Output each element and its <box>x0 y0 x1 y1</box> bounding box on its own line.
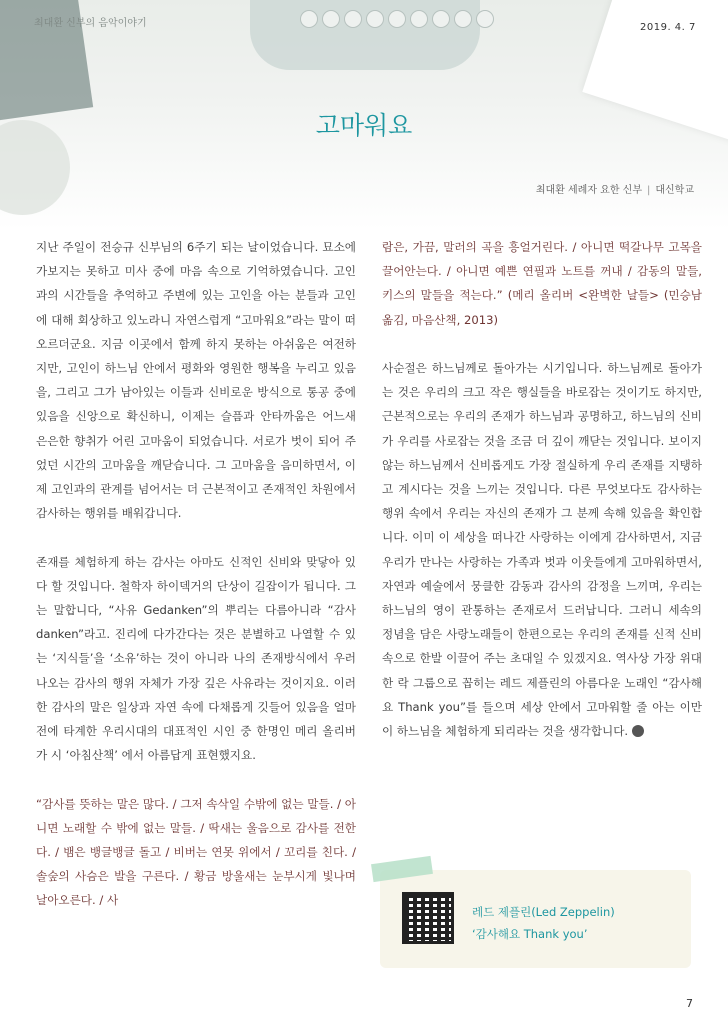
poem-citation: (메리 올리버 <완벽한 날들> (민승남 옮김, 마음산책, 2013) <box>382 288 703 327</box>
typewriter-key <box>300 10 318 28</box>
typewriter-key <box>476 10 494 28</box>
poem-quote-text: 람은, 가끔, 말러의 곡을 흥얼거린다. / 아니면 떡갈나무 고목을 끌어안는다. / 아니면 예쁜 연필과 노트를 꺼내 / 감동의 말들, 키스의 말들을 적는다.” <box>382 240 702 303</box>
typewriter-key <box>322 10 340 28</box>
paragraph-text: 사순절은 하느님께로 돌아가는 시기입니다. 하느님께로 돌아가는 것은 우리의 크고 작은 행실들을 바로잡는 것이기도 하지만, 근본적으로는 우리의 존재가 하느님과 공명하고, 하느님의 신비가 우리를 사로잡는 것을 조금 더 깊이 깨닫는 것입니다. 보이지 않는 하느님께서 신비롭게도 가장 절실하게 우리 존재를 지탱하고 계시다는 것을 느끼는 것입니다. 다른 무엇보다도 감사하는 행위 속에서 우리는 자신의 존재가 그 분께 속해 있음을 확인합니다. 이미 이 세상을 떠나간 사랑하는 이에게 감사하면서, 지금 우리가 만나는 사랑하는 가족과 벗과 이웃들에게 고마워하면서, 자연과 예술에서 뭉클한 감동과 감사의 감정을 느끼며, 우리는 하느님의 영이 관통하는 존재로서 드러납니다. 그러니 세속의 정념을 담은 사랑노래들이 한편으로는 우리의 존재를 신적 신비 속으로 한발 이끌어 주는 초대일 수 있겠지요. 역사상 가장 위대한 락 그룹으로 꼽히는 레드 제플린의 아름다운 노래인 “감사해요 Thank you”를 들으며 세상 안에서 고마워할 줄 아는 이만이 하느님을 체험하게 되리라는 것을 생각합니다. <box>382 361 702 739</box>
typewriter-key <box>454 10 472 28</box>
poem-quote-start: “감사를 뜻하는 말은 많다. / 그저 속삭일 수밖에 없는 말들. / 아니면 노래할 수 밖에 없는 말들. / 딱새는 울음으로 감사를 전한다. / 뱀은 뱅글뱅글 돌고 / 비버는 연못 위에서 / 꼬리를 친다. / 솔숲의 사슴은 발을 구른다. / 황금 방울새는 눈부시게 빛나며 날아오른다. / 사 <box>36 796 356 908</box>
author-affiliation: 대신학교 <box>655 185 694 196</box>
page-number: 7 <box>686 997 693 1010</box>
issue-date: 2019. 4. 7 <box>640 22 696 33</box>
music-recommendation-card <box>380 870 691 968</box>
left-column <box>36 235 356 937</box>
typewriter-key <box>388 10 406 28</box>
article-title: 고마워요 <box>315 111 413 140</box>
song-artist: 레드 제플린(Led Zeppelin) <box>472 905 615 919</box>
author-name: 최대환 세례자 요한 신부 <box>535 185 642 196</box>
qr-code-icon[interactable] <box>402 892 454 944</box>
song-title: ‘감사해요 Thank you’ <box>472 927 588 941</box>
paragraph: 지난 주일이 전승규 신부님의 6주기 되는 날이었습니다. 묘소에 가보지는 못하고 미사 중에 마음 속으로 기억하였습니다. 고인과의 시간들을 추억하고 주변에 있는 고인을 아는 분들과 고인에 대해 회상하고 있노라니 자연스럽게 “고마워요”라는 말이 떠오르더군요. 지금 이곳에서 함께 하지 못하는 아쉬움은 여전하지만, 고인이 하느님 안에서 평화와 영원한 행복을 누리고 있음을, 그리고 그가 남아있는 이들과 신비로운 방식으로 통공 중에 있음을 신앙으로 확신하니, 이제는 슬픔과 안타까움은 어느새 은은한 향취가 어린 고마움이 되었습니다. 서로가 벗이 되어 주었던 시간의 고마움을 깨닫습니다. 그 고마움을 음미하면서, 이제 고인과의 관계를 넘어서는 더 근본적이고 존재적인 차원에서 감사하는 행위를 배워갑니다. <box>36 240 356 521</box>
paragraph <box>382 356 702 743</box>
typewriter-key <box>432 10 450 28</box>
series-title: 최대환 신부의 음악이야기 <box>34 18 147 29</box>
tape-decoration <box>371 856 433 882</box>
end-mark-icon <box>632 725 644 737</box>
byline-separator: | <box>646 185 651 196</box>
byline <box>536 181 694 196</box>
poem-quote-end <box>382 235 702 332</box>
typewriter-key <box>344 10 362 28</box>
right-column <box>382 235 702 767</box>
typewriter-key <box>366 10 384 28</box>
typewriter-key <box>410 10 428 28</box>
typewriter-keys <box>300 10 494 28</box>
paragraph: 존재를 체험하게 하는 감사는 아마도 신적인 신비와 맞닿아 있다 할 것입니다. 철학자 하이덱거의 단상이 길잡이가 됩니다. 그는 말합니다, “사유 Gedanken”의 뿌리는 다름아니라 “감사 danken”라고. 진리에 다가간다는 것은 분별하고 나열할 수 있는 ‘지식들’을 ‘소유’하는 것이 아니라 나의 존재방식에서 우러나오는 감사의 행위 자체가 가장 깊은 사유라는 것이지요. 이러한 감사의 말은 일상과 자연 속에 다채롭게 깃들어 있음을 얼마 전에 타계한 우리시대의 대표적인 시인 중 한명인 메리 올리버가 시 ‘아침산책’ 에서 아름답게 표현했지요. <box>36 554 356 763</box>
